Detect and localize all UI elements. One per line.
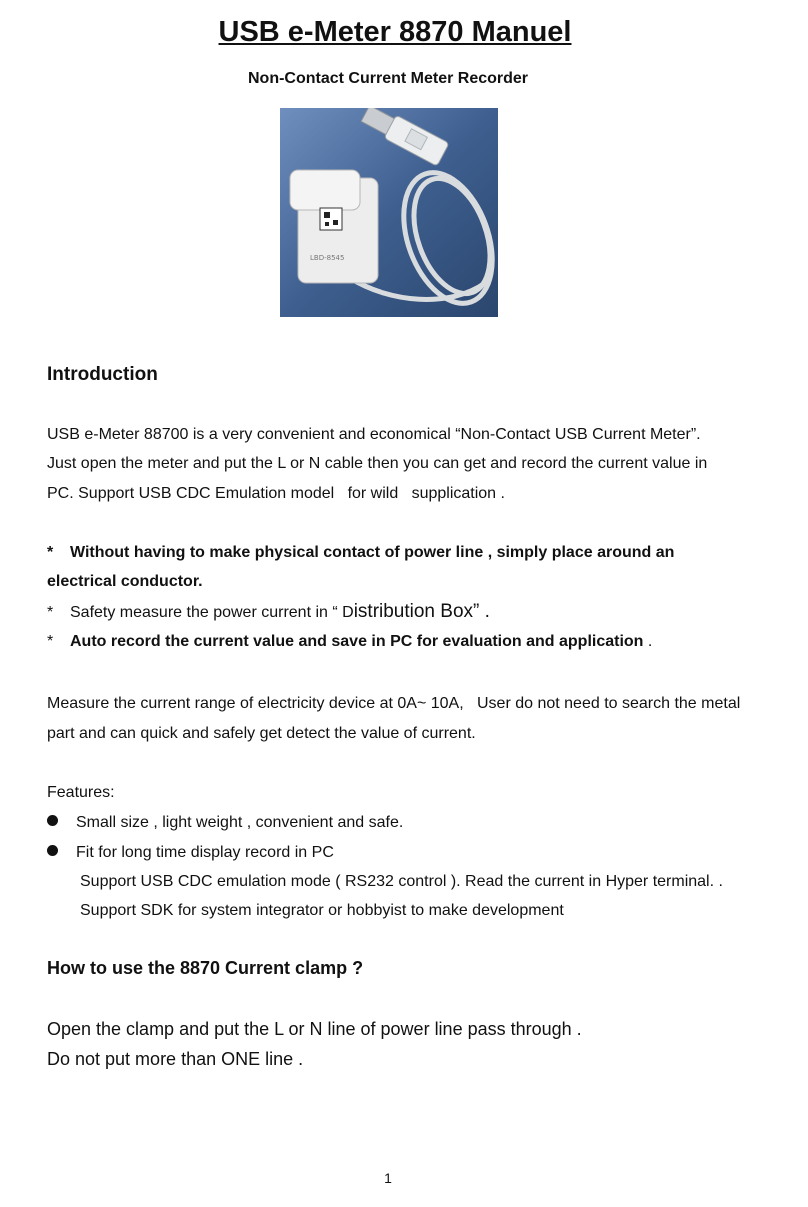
star-marker: * (47, 544, 54, 561)
feature-sub-item: Support SDK for system integrator or hobbyist to make development (80, 902, 564, 919)
star-item-2-big: istribution Box” . (353, 601, 490, 622)
features-heading: Features: (47, 784, 115, 801)
feature-item (47, 808, 403, 838)
how-to-line2: Do not put more than ONE line . (47, 1049, 304, 1069)
how-to-heading: How to use the 8870 Current clamp ? (47, 958, 364, 978)
feature-item-text: Fit for long time display record in PC (76, 844, 334, 861)
star-item-1 (47, 538, 674, 568)
star-item-1-text: Without having to make physical contact of power line , simply place around an (70, 544, 675, 561)
intro-para2-line1: Measure the current range of electricity device at 0A~ 10A, User do not need to search the metal (47, 695, 741, 712)
star-item-3-tail: . (643, 633, 653, 650)
star-item-3-bold: Auto record the current value and save in PC for evaluation and application (70, 633, 644, 650)
intro-para1-line2: Just open the meter and put the L or N cable then you can get and record the current value in (47, 455, 708, 472)
feature-item-text: Small size , light weight , convenient and safe. (76, 814, 404, 831)
bullet-icon (47, 815, 58, 826)
star-item-2 (47, 597, 490, 628)
intro-para1-line1: USB e-Meter 88700 is a very convenient and economical “Non-Contact USB Current Meter”. (47, 426, 701, 443)
star-item-3 (47, 627, 652, 657)
star-item-2-text: Safety measure the power current in “ D (70, 604, 354, 621)
feature-item (47, 838, 334, 868)
page-number: 1 (384, 1170, 392, 1186)
document-subtitle: Non-Contact Current Meter Recorder (247, 70, 529, 87)
star-item-1-cont: electrical conductor. (47, 573, 203, 590)
star-marker: * (47, 633, 54, 650)
usb-current-clamp-photo-icon (280, 108, 498, 317)
bullet-icon (47, 845, 58, 856)
how-to-line1: Open the clamp and put the L or N line of power line pass through . (47, 1019, 582, 1039)
intro-para1-line3: PC. Support USB CDC Emulation model for wild supplication . (47, 485, 505, 502)
product-photo (280, 108, 498, 317)
star-marker: * (47, 604, 54, 621)
intro-para2-line2: part and can quick and safely get detect the value of current. (47, 725, 476, 742)
document-title: USB e-Meter 8870 Manuel (218, 16, 572, 48)
feature-sub-item: Support USB CDC emulation mode ( RS232 control ). Read the current in Hyper terminal. . (80, 873, 723, 890)
introduction-heading: Introduction (47, 364, 158, 385)
clamp-label: LBD-8545 (310, 254, 345, 262)
